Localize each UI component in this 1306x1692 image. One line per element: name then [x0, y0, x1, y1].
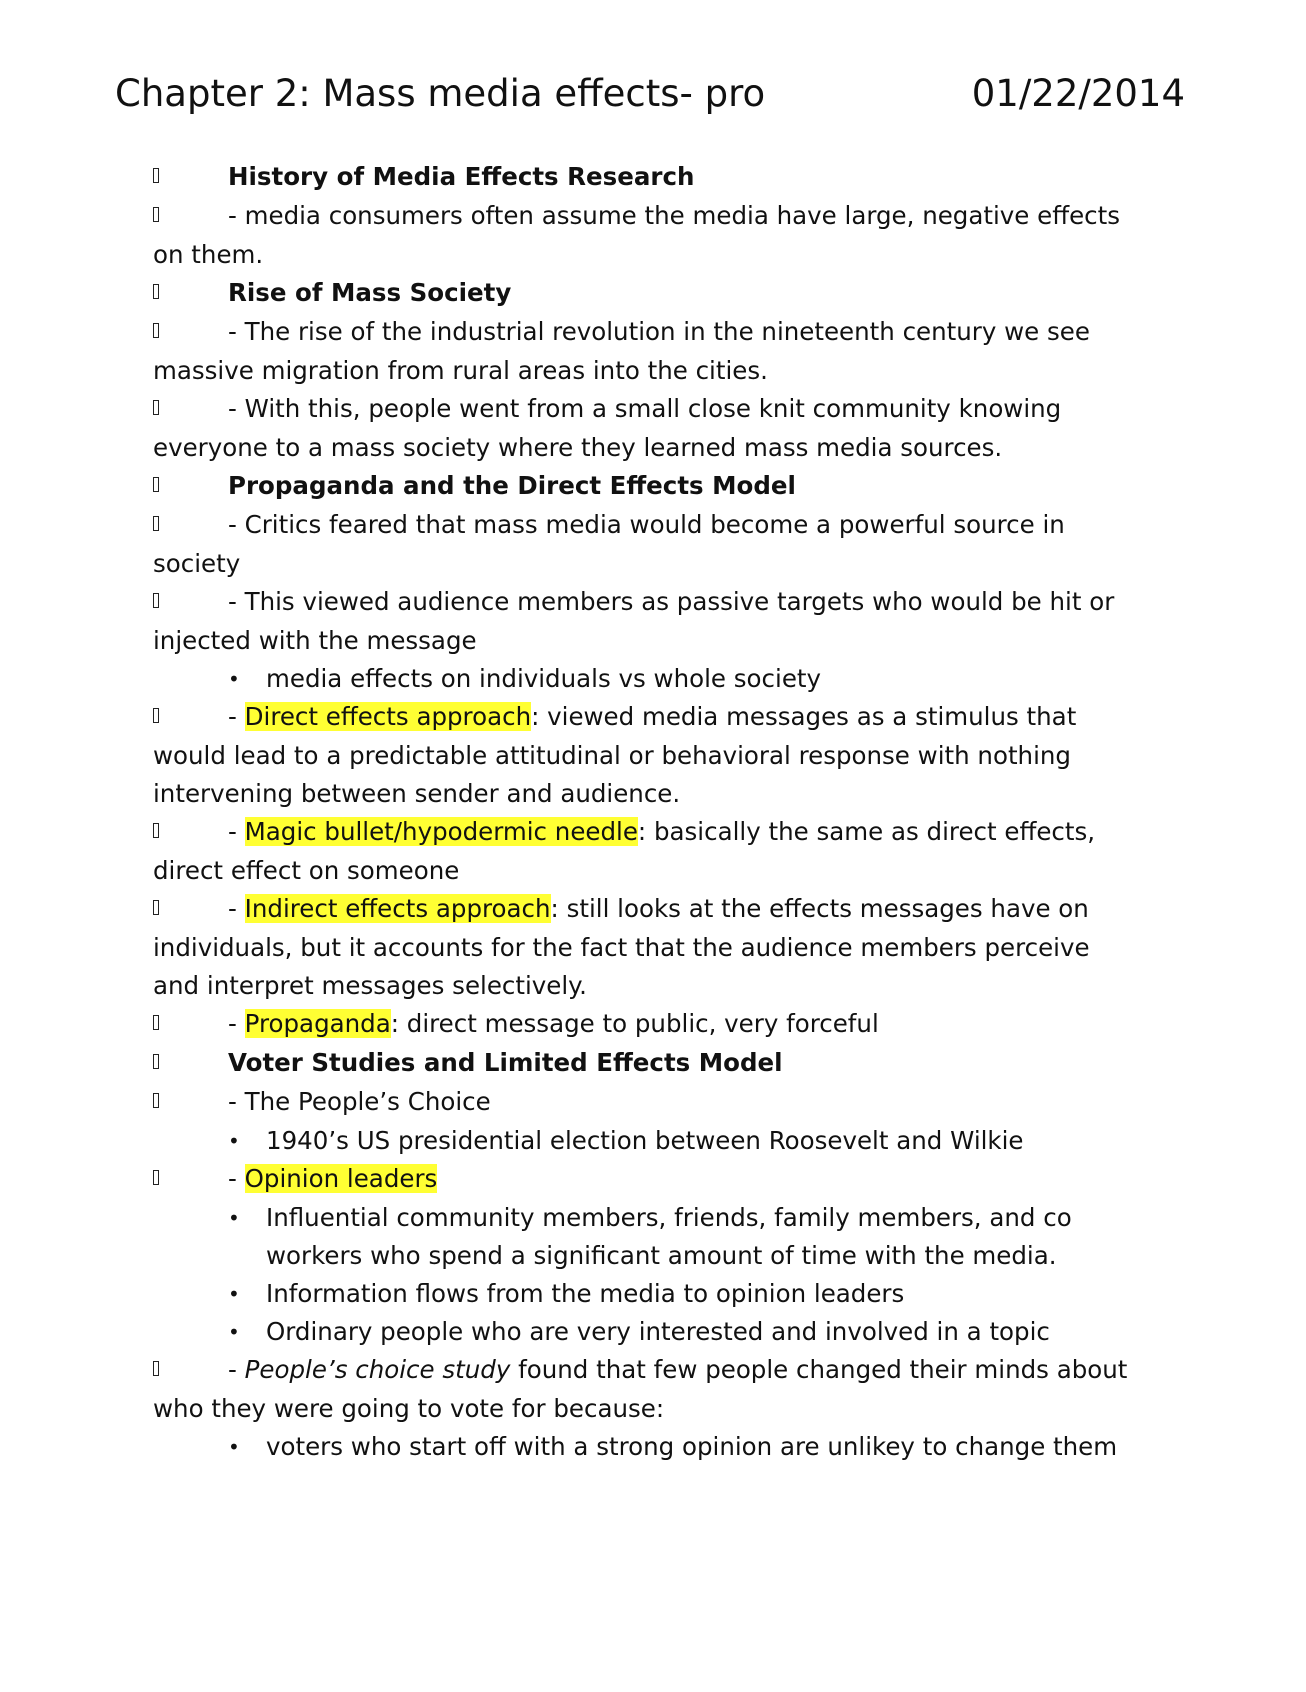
note-row [153, 313, 1143, 390]
note-row [153, 1160, 1143, 1199]
highlighted-term: Magic bullet/hypodermic needle [244, 817, 638, 846]
missing-glyph-box-icon [153, 314, 228, 352]
document-header [115, 72, 1185, 122]
missing-glyph-box-icon [153, 198, 228, 236]
missing-glyph-box-icon [153, 1006, 228, 1044]
list-item [153, 1122, 1143, 1160]
note-row [153, 813, 1143, 890]
list-item [153, 1428, 1143, 1466]
page-title: Chapter 2: Mass media effects- pro [115, 72, 766, 115]
missing-glyph-box-icon [153, 1045, 228, 1083]
list-item [153, 1199, 1143, 1275]
section-heading: Rise of Mass Society [228, 278, 512, 307]
list-item [153, 1275, 1143, 1313]
bullet-dot-icon: • [228, 667, 240, 691]
dash-prefix: - [228, 1164, 245, 1193]
missing-glyph-box-icon [153, 814, 228, 852]
missing-glyph-box-icon [153, 891, 228, 929]
dash-prefix: - [228, 817, 245, 846]
note-text: : direct message to public, very forceful [390, 1009, 879, 1038]
missing-glyph-box-icon [153, 391, 228, 429]
note-text: - The People’s Choice [228, 1087, 491, 1116]
note-row [153, 583, 1143, 660]
highlighted-term: Opinion leaders [244, 1164, 438, 1193]
note-row [153, 1083, 1143, 1122]
list-item [153, 660, 1143, 698]
highlighted-term: Propaganda [244, 1009, 391, 1038]
note-text: : still looks at the effects messages have on individuals, but it accounts for the fact that the audience members perceive and interpret messages selectively. [153, 894, 1090, 1000]
note-row [153, 506, 1143, 583]
section-heading: History of Media Effects Research [228, 162, 695, 191]
section-heading: Propaganda and the Direct Effects Model [228, 471, 796, 500]
page-date: 01/22/2014 [971, 72, 1185, 115]
highlighted-term: Direct effects approach [244, 702, 532, 731]
missing-glyph-box-icon [153, 159, 228, 197]
list-item-text: Information flows from the media to opinion leaders [266, 1279, 905, 1308]
missing-glyph-box-icon [153, 507, 228, 545]
missing-glyph-box-icon [153, 1352, 228, 1390]
section-heading: Voter Studies and Limited Effects Model [228, 1048, 783, 1077]
bullet-dot-icon: • [228, 1320, 240, 1344]
note-row [153, 698, 1143, 813]
bullet-dot-icon: • [228, 1435, 240, 1459]
italic-term: People’s choice study [244, 1355, 511, 1384]
heading-row [153, 158, 1143, 197]
note-text: - The rise of the industrial revolution in the nineteenth century we see massive migration from rural areas into the cities. [153, 317, 1090, 385]
heading-row [153, 1044, 1143, 1083]
note-text: - With this, people went from a small close knit community knowing everyone to a mass society where they learned mass media sources. [153, 394, 1062, 462]
heading-row [153, 274, 1143, 313]
dash-prefix: - [228, 1355, 245, 1384]
note-row [153, 890, 1143, 1005]
list-item-text: Ordinary people who are very interested and involved in a topic [266, 1317, 1050, 1346]
list-item-text: media effects on individuals vs whole society [266, 664, 821, 693]
note-text: found that few people changed their minds about who they were going to vote for because: [153, 1355, 1128, 1423]
dash-prefix: - [228, 702, 245, 731]
bullet-dot-icon: • [228, 1206, 240, 1230]
highlighted-term: Indirect effects approach [244, 894, 551, 923]
list-item [153, 1313, 1143, 1351]
missing-glyph-box-icon [153, 699, 228, 737]
bullet-dot-icon: • [228, 1282, 240, 1306]
list-item-text: voters who start off with a strong opinion are unlikey to change them [266, 1432, 1118, 1461]
bullet-dot-icon: • [228, 1129, 240, 1153]
missing-glyph-box-icon [153, 1161, 228, 1199]
missing-glyph-box-icon [153, 1084, 228, 1122]
list-item-text: Influential community members, friends, family members, and co workers who spend a significant amount of time with the media. [266, 1203, 1072, 1270]
dash-prefix: - [228, 1009, 245, 1038]
missing-glyph-box-icon [153, 468, 228, 506]
note-row [153, 197, 1143, 274]
note-text: : basically the same as direct effects, direct effect on someone [153, 817, 1096, 885]
note-row [153, 1005, 1143, 1044]
note-row [153, 1351, 1143, 1428]
note-text: - This viewed audience members as passive targets who would be hit or injected with the message [153, 587, 1115, 655]
list-item-text: 1940’s US presidential election between Roosevelt and Wilkie [266, 1126, 1024, 1155]
missing-glyph-box-icon [153, 275, 228, 313]
note-text: - Critics feared that mass media would become a powerful source in society [153, 510, 1065, 578]
missing-glyph-box-icon [153, 584, 228, 622]
note-row [153, 390, 1143, 467]
notes-body [153, 158, 1143, 1466]
heading-row [153, 467, 1143, 506]
note-text: - media consumers often assume the media have large, negative effects on them. [153, 201, 1121, 269]
dash-prefix: - [228, 894, 245, 923]
note-text: : viewed media messages as a stimulus that would lead to a predictable attitudinal or behavioral response with nothing intervening between sender and audience. [153, 702, 1077, 808]
